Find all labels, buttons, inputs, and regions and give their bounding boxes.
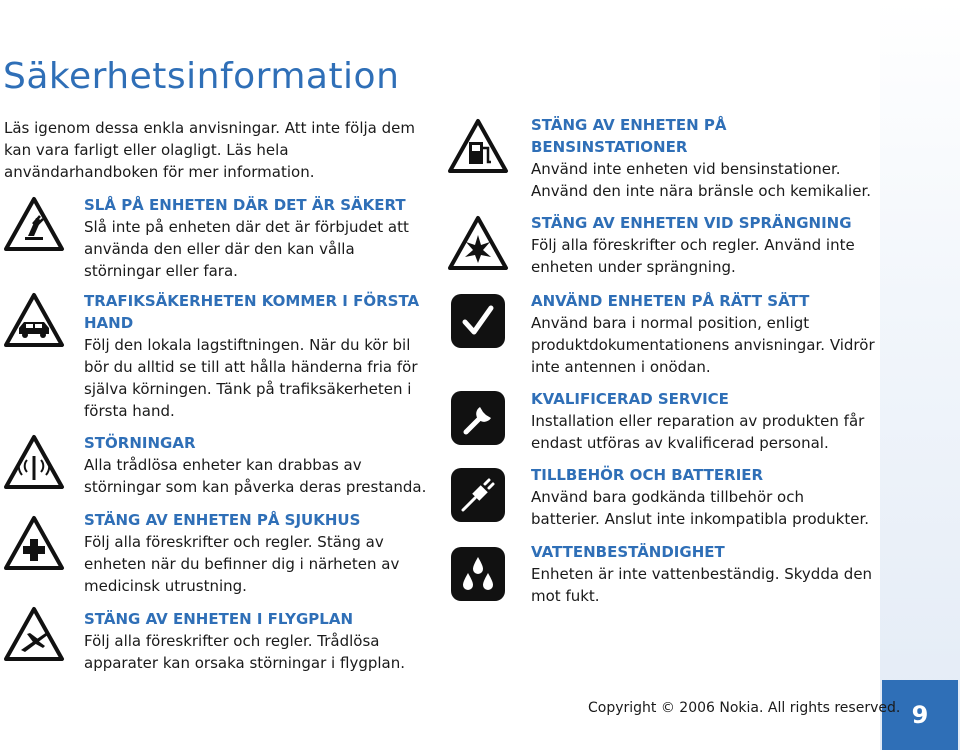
safety-item-heading: STÄNG AV ENHETEN VID SPRÄNGNING xyxy=(531,214,852,232)
safety-item-heading: TILLBEHÖR OCH BATTERIER xyxy=(531,466,764,484)
hospital-cross-warning-icon xyxy=(3,515,65,571)
safety-item-heading: STÖRNINGAR xyxy=(84,434,196,452)
safety-item-road-safety xyxy=(84,290,429,422)
safety-item-text: Slå inte på enheten där det är förbjudet att använda den eller där den kan vålla störningar eller fara. xyxy=(84,218,409,280)
side-accent-strip xyxy=(880,0,960,750)
safety-item-text: Använd inte enheten vid bensinstationer. Använd den inte nära bränsle och kemikalier. xyxy=(531,160,871,200)
safety-item-blasting xyxy=(531,212,876,278)
water-drops-icon xyxy=(449,545,507,603)
wrench-icon xyxy=(449,389,507,447)
safety-item-heading: SLÅ PÅ ENHETEN DÄR DET ÄR SÄKERT xyxy=(84,196,406,214)
safety-item-heading: VATTENBESTÄNDIGHET xyxy=(531,543,725,561)
page-title: Säkerhetsinformation xyxy=(3,56,400,97)
safety-item-text: Följ alla föreskrifter och regler. Använd inte enheten under sprängning. xyxy=(531,236,855,276)
hand-phone-warning-icon xyxy=(3,196,65,252)
safety-item-heading: KVALIFICERAD SERVICE xyxy=(531,390,729,408)
explosion-warning-icon xyxy=(447,215,509,271)
safety-item-refuelling xyxy=(531,114,876,202)
plug-icon xyxy=(449,466,507,524)
safety-item-switch-on-safely xyxy=(84,194,429,282)
safety-item-text: Använd bara i normal position, enligt produktdokumentationens anvisningar. Vidrör inte antennen i onödan. xyxy=(531,314,875,376)
page-number: 9 xyxy=(882,680,958,750)
safety-item-interference xyxy=(84,432,429,498)
airplane-warning-icon xyxy=(3,606,65,662)
safety-item-accessories-batteries xyxy=(531,464,876,530)
safety-item-heading: TRAFIKSÄKERHETEN KOMMER I FÖRSTA HAND xyxy=(84,292,420,332)
safety-item-text: Följ alla föreskrifter och regler. Stäng av enheten när du befinner dig i närheten av medicinsk utrustning. xyxy=(84,533,400,595)
intro-paragraph: Läs igenom dessa enkla anvisningar. Att inte följa dem kan vara farligt eller olagligt. Läs hela användarhandboken för mer information. xyxy=(4,119,415,181)
copyright-footer: Copyright © 2006 Nokia. All rights reserved. xyxy=(588,700,901,716)
safety-item-text: Alla trådlösa enheter kan drabbas av störningar som kan påverka deras prestanda. xyxy=(84,456,427,496)
safety-item-text: Följ den lokala lagstiftningen. När du kör bil bör du alltid se till att hålla händerna fria för själva körningen. Tänk på trafiksäkerheten i första hand. xyxy=(84,336,418,420)
safety-item-heading: STÄNG AV ENHETEN I FLYGPLAN xyxy=(84,610,354,628)
car-warning-icon xyxy=(3,292,65,348)
safety-item-heading: ANVÄND ENHETEN PÅ RÄTT SÄTT xyxy=(531,292,810,310)
safety-item-heading: STÄNG AV ENHETEN PÅ BENSINSTATIONER xyxy=(531,116,727,156)
safety-item-text: Använd bara godkända tillbehör och batterier. Anslut inte inkompatibla produkter. xyxy=(531,488,869,528)
safety-item-qualified-service xyxy=(531,388,876,454)
safety-item-text: Installation eller reparation av produkten får endast utföras av kvalificerad personal. xyxy=(531,412,865,452)
safety-item-heading: STÄNG AV ENHETEN PÅ SJUKHUS xyxy=(84,511,361,529)
interference-warning-icon xyxy=(3,434,65,490)
safety-item-hospitals xyxy=(84,509,429,597)
safety-item-use-sensibly xyxy=(531,290,876,378)
checkmark-icon xyxy=(449,292,507,350)
safety-item-aircraft xyxy=(84,608,429,674)
fuel-pump-warning-icon xyxy=(447,118,509,174)
safety-item-text: Följ alla föreskrifter och regler. Trådlösa apparater kan orsaka störningar i flygplan. xyxy=(84,632,405,672)
safety-item-water-resistance xyxy=(531,541,876,607)
safety-item-text: Enheten är inte vattenbeständig. Skydda den mot fukt. xyxy=(531,565,873,605)
